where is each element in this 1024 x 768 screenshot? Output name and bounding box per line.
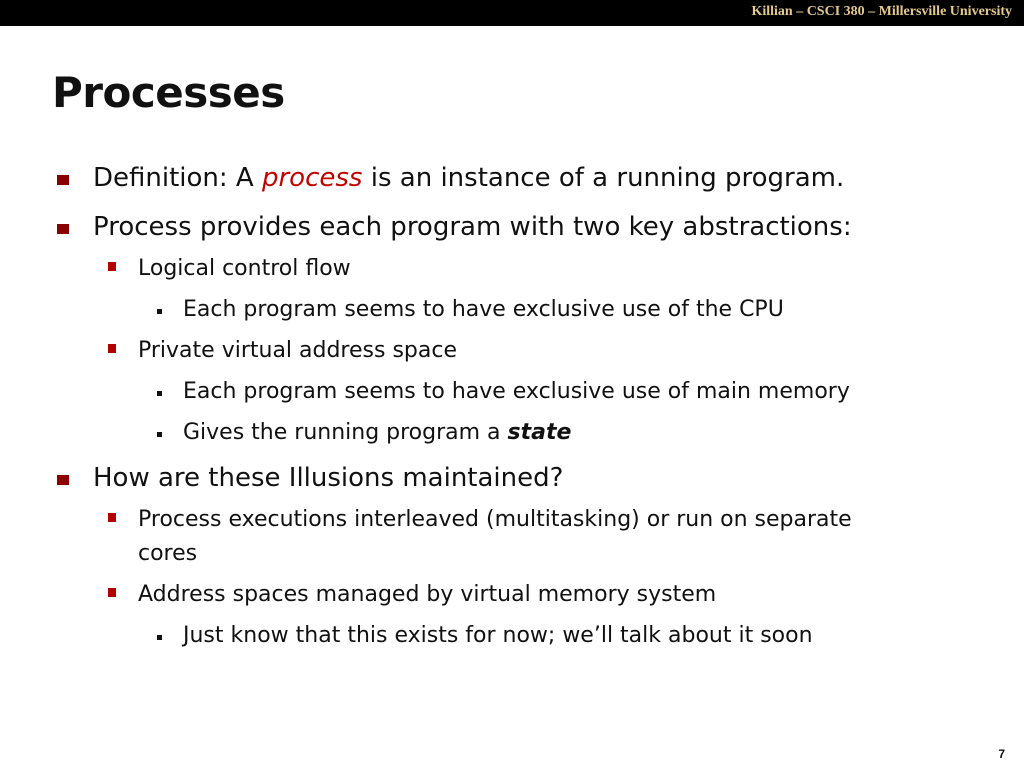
memory-use-text: Each program seems to have exclusive use of main memory [183, 379, 850, 404]
bullet-marker [57, 175, 69, 185]
sub-sub-bullet-marker [157, 391, 162, 396]
course-label: Killian – CSCI 380 – Millersville University [751, 4, 1012, 19]
abstractions-text: Process provides each program with two key abstractions: [93, 212, 852, 242]
bullet-list [0, 160, 1024, 660]
bullet-illusions [0, 460, 1024, 496]
bullet-virtual-space [0, 334, 908, 368]
sub-bullet-marker [108, 344, 116, 353]
virtual-space-text: Private virtual address space [138, 338, 457, 363]
logical-flow-text: Logical control flow [138, 256, 351, 281]
bullet-cpu-use [0, 293, 1024, 327]
state-emphasis: state [507, 420, 572, 445]
sub-sub-bullet-marker [157, 635, 162, 640]
illusions-text: How are these Illusions maintained? [93, 463, 564, 493]
address-spaces-text: Address spaces managed by virtual memory system [138, 582, 717, 607]
header-bar [0, 0, 1024, 26]
bullet-know-exists [0, 619, 1024, 653]
interleaved-text: Process executions interleaved (multitasking) or run on separate cores [138, 507, 852, 566]
sub-sub-bullet-marker [157, 432, 162, 437]
sub-bullet-marker [108, 588, 116, 597]
bullet-logical-flow [0, 252, 908, 286]
bullet-marker [57, 224, 69, 234]
definition-emphasis: process [261, 163, 363, 193]
definition-prefix: Definition: A [93, 163, 262, 193]
bullet-interleaved [0, 503, 908, 571]
cpu-use-text: Each program seems to have exclusive use of the CPU [183, 297, 784, 322]
slide-title: Processes [52, 68, 285, 117]
page-number: 7 [998, 747, 1005, 761]
know-exists-text: Just know that this exists for now; we’ll talk about it soon [183, 623, 813, 648]
bullet-state [0, 416, 1024, 450]
state-prefix: Gives the running program a [183, 420, 508, 445]
sub-bullet-marker [108, 513, 116, 522]
bullet-definition [0, 160, 1024, 196]
bullet-marker [57, 475, 69, 485]
sub-sub-bullet-marker [157, 309, 162, 314]
definition-suffix: is an instance of a running program. [362, 163, 845, 193]
bullet-abstractions [0, 209, 1024, 245]
bullet-memory-use [0, 375, 1024, 409]
sub-bullet-marker [108, 262, 116, 271]
bullet-address-spaces [0, 578, 908, 612]
